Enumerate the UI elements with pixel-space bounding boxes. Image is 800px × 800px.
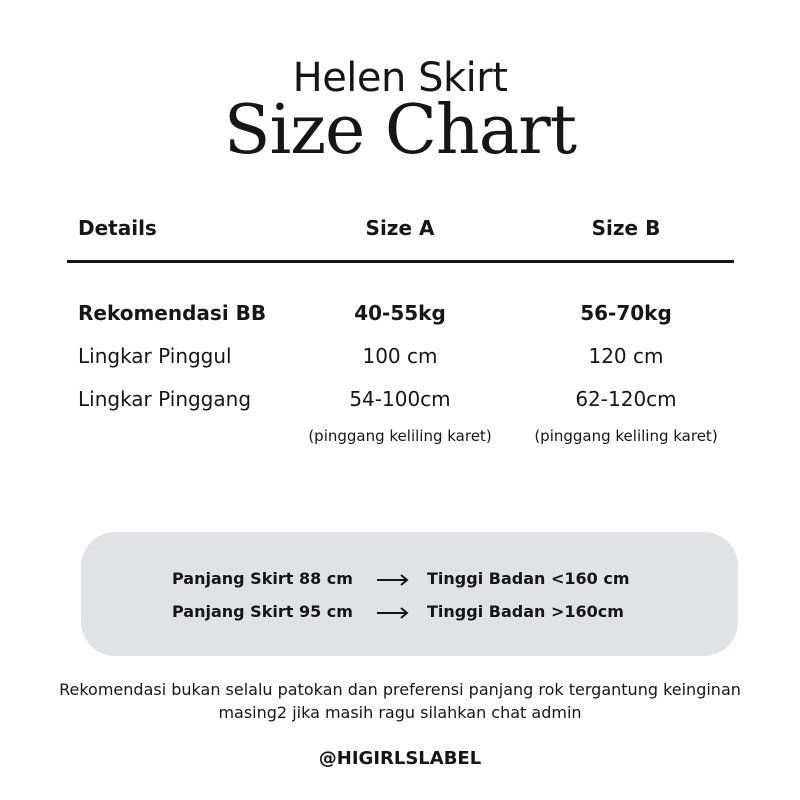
size-b-hip: 120 cm [588,344,664,368]
length-95: Panjang Skirt 95 cm [172,602,353,621]
size-a-waist-note: (pinggang keliling karet) [308,427,492,445]
arrow-right-icon [376,607,410,619]
row-label-weight: Rekomendasi BB [78,301,267,325]
size-b-waist-note: (pinggang keliling karet) [534,427,718,445]
size-a-hip: 100 cm [362,344,438,368]
length-guide-panel [81,532,738,656]
header-details: Details [78,216,157,240]
row-label-hip: Lingkar Pinggul [78,344,232,368]
product-name: Helen Skirt [292,55,508,101]
size-a-waist: 54-100cm [349,387,451,411]
footer-note-line-1: Rekomendasi bukan selalu patokan dan preferensi panjang rok tergantung keinginan [59,680,741,699]
header-divider [67,260,734,263]
footer-note [0,678,800,724]
arrow-right-icon [376,574,410,586]
size-b-waist: 62-120cm [575,387,677,411]
size-b-weight: 56-70kg [580,301,672,325]
header-size-b: Size B [591,216,661,240]
row-label-waist: Lingkar Pinggang [78,387,252,411]
social-handle: @HIGIRLSLABEL [318,748,482,769]
height-under-160: Tinggi Badan <160 cm [427,569,630,588]
header-size-a: Size A [365,216,435,240]
height-over-160: Tinggi Badan >160cm [427,602,624,621]
footer-note-line-2: masing2 jika masih ragu silahkan chat admin [218,703,582,722]
size-a-weight: 40-55kg [354,301,446,325]
length-88: Panjang Skirt 88 cm [172,569,353,588]
page-title: Size Chart [223,91,577,170]
